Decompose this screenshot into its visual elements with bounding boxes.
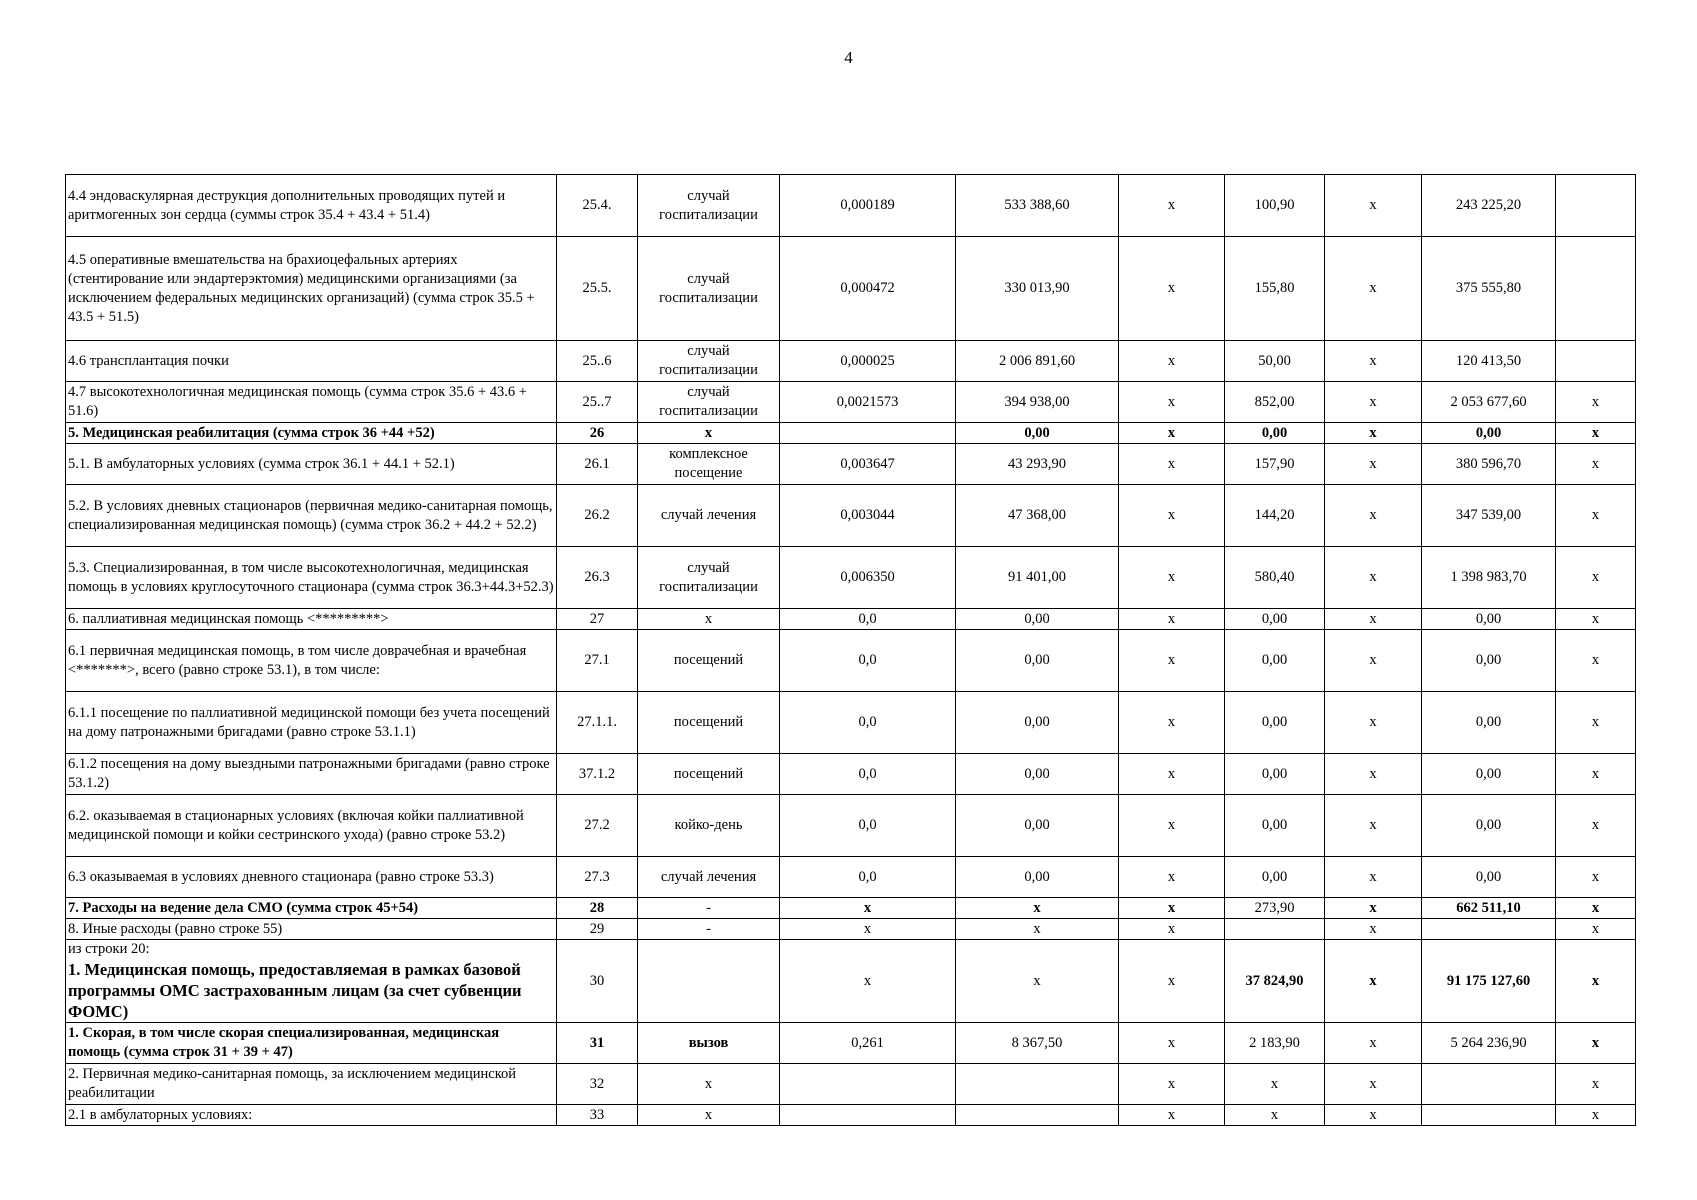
row-volume-norm: [780, 1064, 956, 1105]
row-cost-norm: х: [956, 940, 1119, 1023]
row-x-col-3: х: [1556, 609, 1636, 630]
row-unit: посещений: [638, 754, 780, 795]
row-per-capita: 37 824,90: [1225, 940, 1325, 1023]
row-x-col-3: х: [1556, 485, 1636, 547]
row-per-capita: 100,90: [1225, 175, 1325, 237]
row-per-capita: 273,90: [1225, 898, 1325, 919]
row-x-col: х: [1119, 898, 1225, 919]
row-volume-norm: [780, 423, 956, 444]
row-name: 5. Медицинская реабилитация (сумма строк 36 +44 +52): [66, 423, 557, 444]
row-total: 375 555,80: [1422, 237, 1556, 341]
row-total: 347 539,00: [1422, 485, 1556, 547]
row-per-capita: 50,00: [1225, 341, 1325, 382]
row-name: 6.2. оказываемая в стационарных условиях (включая койки паллиативной медицинской помощи и койки сестринского ухода) (равно строке 53.2): [66, 795, 557, 857]
table-row: [66, 382, 1636, 423]
table-row: [66, 1064, 1636, 1105]
row-volume-norm: 0,0: [780, 630, 956, 692]
row-x-col-3: х: [1556, 898, 1636, 919]
row-x-col-3: х: [1556, 1105, 1636, 1126]
row-x-col: х: [1119, 1064, 1225, 1105]
row-total: 0,00: [1422, 692, 1556, 754]
row-volume-norm: 0,006350: [780, 547, 956, 609]
row-x-col-3: х: [1556, 1064, 1636, 1105]
row-code: 33: [557, 1105, 638, 1126]
section-caption-row: [66, 940, 1636, 960]
row-volume-norm: 0,003647: [780, 444, 956, 485]
row-cost-norm: 0,00: [956, 423, 1119, 444]
row-code: 37.1.2: [557, 754, 638, 795]
row-per-capita: 155,80: [1225, 237, 1325, 341]
row-x-col: х: [1119, 754, 1225, 795]
row-x-col: х: [1119, 485, 1225, 547]
row-unit: посещений: [638, 692, 780, 754]
row-cost-norm: 394 938,00: [956, 382, 1119, 423]
row-x-col-3: х: [1556, 1023, 1636, 1064]
row-name: 2.1 в амбулаторных условиях:: [66, 1105, 557, 1126]
row-unit: -: [638, 898, 780, 919]
row-x-col-3: х: [1556, 423, 1636, 444]
row-cost-norm: 8 367,50: [956, 1023, 1119, 1064]
row-total: 0,00: [1422, 857, 1556, 898]
row-volume-norm: 0,000472: [780, 237, 956, 341]
row-unit: х: [638, 1105, 780, 1126]
row-name: 1. Медицинская помощь, предоставляемая в рамках базовой программы ОМС застрахованным лицам (за счет субвенции ФОМС): [66, 959, 557, 1023]
row-name: 5.1. В амбулаторных условиях (сумма строк 36.1 + 44.1 + 52.1): [66, 444, 557, 485]
row-per-capita: 2 183,90: [1225, 1023, 1325, 1064]
row-unit: комплексное посещение: [638, 444, 780, 485]
table-row: [66, 175, 1636, 237]
row-x-col: х: [1119, 382, 1225, 423]
row-x-col-2: х: [1325, 609, 1422, 630]
row-name: 6.1 первичная медицинская помощь, в том числе доврачебная и врачебная <*******>, всего (равно строке 53.1), в том числе:: [66, 630, 557, 692]
row-x-col-2: х: [1325, 795, 1422, 857]
row-code: 26.1: [557, 444, 638, 485]
row-per-capita: 0,00: [1225, 609, 1325, 630]
row-name: 6.3 оказываемая в условиях дневного стационара (равно строке 53.3): [66, 857, 557, 898]
row-cost-norm: 0,00: [956, 609, 1119, 630]
row-name: 6. паллиативная медицинская помощь <*********>: [66, 609, 557, 630]
row-unit: случай госпитализации: [638, 237, 780, 341]
table-row: [66, 547, 1636, 609]
row-cost-norm: [956, 1105, 1119, 1126]
row-total: 2 053 677,60: [1422, 382, 1556, 423]
row-per-capita: 580,40: [1225, 547, 1325, 609]
data-table: [65, 174, 1636, 1126]
row-name: 1. Скорая, в том числе скорая специализированная, медицинская помощь (сумма строк 31 + 39 + 47): [66, 1023, 557, 1064]
row-x-col: х: [1119, 423, 1225, 444]
row-cost-norm: 2 006 891,60: [956, 341, 1119, 382]
row-unit: случай госпитализации: [638, 175, 780, 237]
row-x-col: х: [1119, 692, 1225, 754]
row-x-col-3: [1556, 341, 1636, 382]
row-x-col-3: х: [1556, 795, 1636, 857]
table-row: [66, 630, 1636, 692]
row-x-col: х: [1119, 1023, 1225, 1064]
row-per-capita: 0,00: [1225, 754, 1325, 795]
row-code: 27: [557, 609, 638, 630]
row-per-capita: 0,00: [1225, 423, 1325, 444]
row-code: 26.3: [557, 547, 638, 609]
table-row: [66, 341, 1636, 382]
row-name: 8. Иные расходы (равно строке 55): [66, 919, 557, 940]
table-row: [66, 444, 1636, 485]
row-x-col: х: [1119, 175, 1225, 237]
row-volume-norm: 0,000189: [780, 175, 956, 237]
row-cost-norm: 91 401,00: [956, 547, 1119, 609]
row-unit: вызов: [638, 1023, 780, 1064]
row-name: 6.1.2 посещения на дому выездными патронажными бригадами (равно строке 53.1.2): [66, 754, 557, 795]
row-volume-norm: 0,0: [780, 754, 956, 795]
row-x-col-3: х: [1556, 919, 1636, 940]
table-row: [66, 423, 1636, 444]
row-cost-norm: 43 293,90: [956, 444, 1119, 485]
row-x-col: х: [1119, 857, 1225, 898]
table-row: [66, 1023, 1636, 1064]
row-code: 31: [557, 1023, 638, 1064]
row-unit: случай госпитализации: [638, 341, 780, 382]
row-x-col-3: х: [1556, 692, 1636, 754]
row-cost-norm: х: [956, 898, 1119, 919]
row-code: 27.1.1.: [557, 692, 638, 754]
row-per-capita: 0,00: [1225, 795, 1325, 857]
row-unit: х: [638, 1064, 780, 1105]
row-x-col-2: х: [1325, 547, 1422, 609]
row-volume-norm: 0,0: [780, 795, 956, 857]
row-cost-norm: 0,00: [956, 795, 1119, 857]
row-per-capita: [1225, 919, 1325, 940]
row-x-col-3: х: [1556, 444, 1636, 485]
row-x-col-3: х: [1556, 754, 1636, 795]
table-row: [66, 898, 1636, 919]
row-code: 25.4.: [557, 175, 638, 237]
row-unit: х: [638, 609, 780, 630]
table-row: [66, 1105, 1636, 1126]
row-code: 29: [557, 919, 638, 940]
row-x-col-2: х: [1325, 898, 1422, 919]
row-x-col: х: [1119, 919, 1225, 940]
row-volume-norm: 0,000025: [780, 341, 956, 382]
row-total: 0,00: [1422, 795, 1556, 857]
row-name: 5.2. В условиях дневных стационаров (первичная медико-санитарная помощь, специализированная медицинская помощь) (сумма строк 36.2 + 44.2 + 52.2): [66, 485, 557, 547]
row-code: 32: [557, 1064, 638, 1105]
table-row: [66, 692, 1636, 754]
row-x-col-3: х: [1556, 547, 1636, 609]
row-per-capita: 144,20: [1225, 485, 1325, 547]
row-x-col-2: х: [1325, 1023, 1422, 1064]
row-code: 28: [557, 898, 638, 919]
row-x-col: х: [1119, 795, 1225, 857]
row-volume-norm: 0,0: [780, 857, 956, 898]
row-x-col: х: [1119, 609, 1225, 630]
table-row: [66, 485, 1636, 547]
row-name: 6.1.1 посещение по паллиативной медицинской помощи без учета посещений на дому патронажными бригадами (равно строке 53.1.1): [66, 692, 557, 754]
row-x-col: х: [1119, 547, 1225, 609]
row-volume-norm: 0,003044: [780, 485, 956, 547]
row-volume-norm: 0,0: [780, 609, 956, 630]
row-unit: [638, 940, 780, 1023]
row-unit: случай лечения: [638, 857, 780, 898]
row-x-col-3: [1556, 237, 1636, 341]
row-cost-norm: 0,00: [956, 692, 1119, 754]
row-x-col-2: х: [1325, 1105, 1422, 1126]
table-row: [66, 795, 1636, 857]
row-per-capita: 157,90: [1225, 444, 1325, 485]
row-cost-norm: 47 368,00: [956, 485, 1119, 547]
row-cost-norm: 0,00: [956, 857, 1119, 898]
table-row: [66, 237, 1636, 341]
row-name: 4.6 трансплантация почки: [66, 341, 557, 382]
row-per-capita: 0,00: [1225, 692, 1325, 754]
row-unit: -: [638, 919, 780, 940]
row-total: 91 175 127,60: [1422, 940, 1556, 1023]
row-x-col-3: х: [1556, 630, 1636, 692]
row-name: 4.5 оперативные вмешательства на брахиоцефальных артериях (стентирование или эндартерэктомия) медицинскими организациями (за исключением федеральных медицинских организаций) (сумма строк 35.5 + 43.5 + 51.5): [66, 237, 557, 341]
row-total: 0,00: [1422, 754, 1556, 795]
row-per-capita: х: [1225, 1105, 1325, 1126]
row-unit: койко-день: [638, 795, 780, 857]
row-total: [1422, 919, 1556, 940]
row-x-col-3: [1556, 175, 1636, 237]
row-volume-norm: 0,261: [780, 1023, 956, 1064]
row-total: 0,00: [1422, 423, 1556, 444]
row-x-col-2: х: [1325, 940, 1422, 1023]
row-volume-norm: 0,0: [780, 692, 956, 754]
row-x-col-2: х: [1325, 341, 1422, 382]
row-volume-norm: [780, 1105, 956, 1126]
table-row: [66, 609, 1636, 630]
row-code: 25.5.: [557, 237, 638, 341]
row-cost-norm: 0,00: [956, 754, 1119, 795]
row-x-col: х: [1119, 444, 1225, 485]
row-cost-norm: 0,00: [956, 630, 1119, 692]
row-x-col-2: х: [1325, 692, 1422, 754]
row-x-col-2: х: [1325, 382, 1422, 423]
row-unit: посещений: [638, 630, 780, 692]
row-x-col-2: х: [1325, 754, 1422, 795]
row-x-col-2: х: [1325, 444, 1422, 485]
row-x-col-3: х: [1556, 940, 1636, 1023]
row-x-col-2: х: [1325, 857, 1422, 898]
row-total: 1 398 983,70: [1422, 547, 1556, 609]
row-cost-norm: 533 388,60: [956, 175, 1119, 237]
row-x-col: х: [1119, 940, 1225, 1023]
row-per-capita: 0,00: [1225, 857, 1325, 898]
row-name: 5.3. Специализированная, в том числе высокотехнологичная, медицинская помощь в условиях круглосуточного стационара (сумма строк 36.3+44.3+52.3): [66, 547, 557, 609]
row-name: 7. Расходы на ведение дела СМО (сумма строк 45+54): [66, 898, 557, 919]
row-unit: случай госпитализации: [638, 382, 780, 423]
table-row: [66, 919, 1636, 940]
row-code: 26: [557, 423, 638, 444]
row-total: 5 264 236,90: [1422, 1023, 1556, 1064]
row-total: 120 413,50: [1422, 341, 1556, 382]
row-total: 243 225,20: [1422, 175, 1556, 237]
row-per-capita: 0,00: [1225, 630, 1325, 692]
row-code: 25..7: [557, 382, 638, 423]
row-x-col: х: [1119, 341, 1225, 382]
table-row: [66, 857, 1636, 898]
row-volume-norm: 0,0021573: [780, 382, 956, 423]
row-code: 26.2: [557, 485, 638, 547]
row-cost-norm: х: [956, 919, 1119, 940]
row-volume-norm: х: [780, 940, 956, 1023]
page-number: 4: [844, 48, 853, 67]
row-volume-norm: х: [780, 898, 956, 919]
row-total: 662 511,10: [1422, 898, 1556, 919]
row-volume-norm: х: [780, 919, 956, 940]
row-cost-norm: [956, 1064, 1119, 1105]
row-total: 380 596,70: [1422, 444, 1556, 485]
row-x-col-2: х: [1325, 919, 1422, 940]
row-total: 0,00: [1422, 609, 1556, 630]
row-x-col-3: х: [1556, 857, 1636, 898]
row-x-col: х: [1119, 630, 1225, 692]
row-name: 4.7 высокотехнологичная медицинская помощь (сумма строк 35.6 + 43.6 + 51.6): [66, 382, 557, 423]
row-code: 30: [557, 940, 638, 1023]
row-unit: случай госпитализации: [638, 547, 780, 609]
row-per-capita: 852,00: [1225, 382, 1325, 423]
row-total: [1422, 1105, 1556, 1126]
row-x-col: х: [1119, 237, 1225, 341]
row-code: 27.3: [557, 857, 638, 898]
row-per-capita: х: [1225, 1064, 1325, 1105]
table-row: [66, 754, 1636, 795]
row-total: 0,00: [1422, 630, 1556, 692]
row-code: 27.2: [557, 795, 638, 857]
row-x-col-2: х: [1325, 630, 1422, 692]
row-unit: х: [638, 423, 780, 444]
section-caption: из строки 20:: [66, 940, 557, 960]
row-name: 2. Первичная медико-санитарная помощь, за исключением медицинской реабилитации: [66, 1064, 557, 1105]
row-x-col-2: х: [1325, 485, 1422, 547]
row-total: [1422, 1064, 1556, 1105]
row-x-col-2: х: [1325, 175, 1422, 237]
row-code: 25..6: [557, 341, 638, 382]
row-cost-norm: 330 013,90: [956, 237, 1119, 341]
row-x-col-2: х: [1325, 423, 1422, 444]
row-name: 4.4 эндоваскулярная деструкция дополнительных проводящих путей и аритмогенных зон сердца (суммы строк 35.4 + 43.4 + 51.4): [66, 175, 557, 237]
row-x-col: х: [1119, 1105, 1225, 1126]
row-unit: случай лечения: [638, 485, 780, 547]
row-code: 27.1: [557, 630, 638, 692]
row-x-col-3: х: [1556, 382, 1636, 423]
row-x-col-2: х: [1325, 1064, 1422, 1105]
row-x-col-2: х: [1325, 237, 1422, 341]
